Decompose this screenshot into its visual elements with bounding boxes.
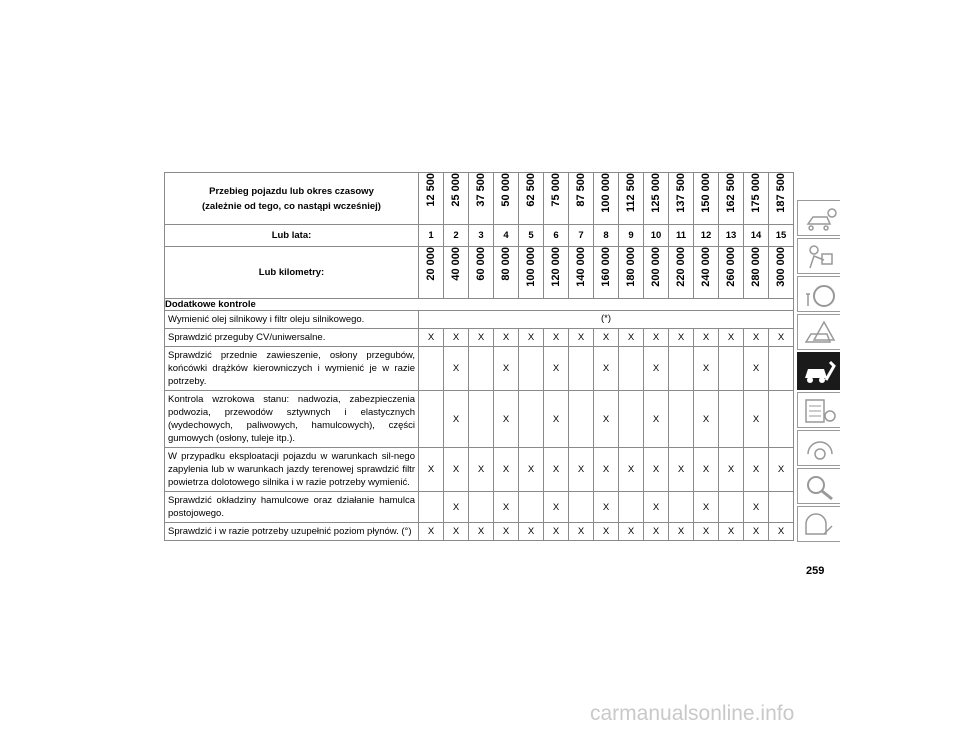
miles-cell-9 <box>619 173 644 225</box>
km-cell-text: 60 000 <box>475 247 487 281</box>
interval-mark: X <box>694 391 719 448</box>
miles-cell-text: 50 000 <box>500 173 512 207</box>
interval-mark: X <box>494 448 519 492</box>
header-title-line2: (zależnie od tego, co nastąpi wcześniej) <box>202 200 381 212</box>
year-cell-14: 14 <box>744 225 769 247</box>
interval-mark: X <box>544 347 569 391</box>
miles-cell-text: 137 500 <box>675 173 687 213</box>
km-label: Lub kilometry: <box>165 247 419 299</box>
table-row <box>165 347 794 391</box>
interval-mark: X <box>594 347 619 391</box>
task-description: W przypadku eksploatacji pojazdu w warunkach sil-nego zapylenia lub w warunkach jazdy terenowej sprawdzić filtr powietrza dolotowego silnika i w razie potrzeby wymienić. <box>165 448 419 492</box>
interval-mark <box>569 391 594 448</box>
km-cell-text: 100 000 <box>525 247 537 287</box>
interval-mark: X <box>494 492 519 523</box>
miles-cell-15 <box>769 173 794 225</box>
year-cell-13: 13 <box>719 225 744 247</box>
miles-cell-6 <box>544 173 569 225</box>
miles-cell-10 <box>644 173 669 225</box>
miles-cell-text: 187 500 <box>775 173 787 213</box>
interval-mark: X <box>494 329 519 347</box>
interval-mark: X <box>444 448 469 492</box>
interval-mark: X <box>644 391 669 448</box>
interval-mark: X <box>494 391 519 448</box>
header-km-row <box>165 247 794 299</box>
task-description: Kontrola wzrokowa stanu: nadwozia, zabezpieczenia podwozia, przewodów sztywnych i elastycznych (wydechowych, paliwowych, hamulcowych), części gumowych (osłony, tuleje itp.). <box>165 391 419 448</box>
km-cell-3 <box>469 247 494 299</box>
interval-mark: X <box>494 523 519 541</box>
miles-cell-1 <box>419 173 444 225</box>
interval-mark: X <box>694 492 719 523</box>
interval-mark <box>519 492 544 523</box>
year-cell-8: 8 <box>594 225 619 247</box>
interval-mark <box>569 347 594 391</box>
interval-mark: X <box>444 391 469 448</box>
chapter-tab-6[interactable] <box>797 392 840 428</box>
miles-cell-text: 75 000 <box>550 173 562 207</box>
interval-mark <box>469 347 494 391</box>
maintenance-schedule-table <box>164 172 794 541</box>
interval-mark: X <box>569 523 594 541</box>
interval-mark: X <box>644 448 669 492</box>
miles-cell-text: 150 000 <box>700 173 712 213</box>
table-row <box>165 448 794 492</box>
interval-mark: X <box>669 448 694 492</box>
interval-mark: X <box>544 448 569 492</box>
interval-note: (*) <box>419 311 794 329</box>
km-cell-1 <box>419 247 444 299</box>
interval-mark: X <box>619 523 644 541</box>
interval-mark: X <box>694 329 719 347</box>
miles-cell-4 <box>494 173 519 225</box>
interval-mark: X <box>694 347 719 391</box>
interval-mark: X <box>544 523 569 541</box>
interval-mark: X <box>594 448 619 492</box>
header-years-row <box>165 225 794 247</box>
interval-mark <box>469 391 494 448</box>
km-cell-14 <box>744 247 769 299</box>
km-cell-10 <box>644 247 669 299</box>
section-title: Dodatkowe kontrole <box>165 299 794 311</box>
km-cell-9 <box>619 247 644 299</box>
interval-mark <box>669 391 694 448</box>
miles-cell-text: 62 500 <box>525 173 537 207</box>
task-description: Sprawdzić przednie zawieszenie, osłony przegubów, końcówki drążków kierowniczych i wymienić je w razie potrzeby. <box>165 347 419 391</box>
specs-icon <box>802 396 838 426</box>
chapter-tab-1[interactable] <box>797 200 840 236</box>
years-label: Lub lata: <box>165 225 419 247</box>
km-cell-text: 40 000 <box>450 247 462 281</box>
miles-cell-text: 87 500 <box>575 173 587 207</box>
interval-mark: X <box>519 523 544 541</box>
interval-mark: X <box>719 448 744 492</box>
interval-mark: X <box>644 347 669 391</box>
km-cell-13 <box>719 247 744 299</box>
interval-mark <box>519 347 544 391</box>
interval-mark <box>519 391 544 448</box>
miles-cell-3 <box>469 173 494 225</box>
chapter-tab-3[interactable] <box>797 276 840 312</box>
interval-mark: X <box>644 329 669 347</box>
table-row <box>165 523 794 541</box>
chapter-tab-7[interactable] <box>797 430 840 466</box>
km-cell-text: 280 000 <box>750 247 762 287</box>
km-cell-6 <box>544 247 569 299</box>
chapter-tab-8[interactable] <box>797 468 840 504</box>
interval-mark: X <box>444 523 469 541</box>
car-info-icon <box>802 204 838 234</box>
interval-mark: X <box>419 448 444 492</box>
year-cell-15: 15 <box>769 225 794 247</box>
interval-mark <box>769 492 794 523</box>
task-description: Sprawdzić i w razie potrzeby uzupełnić poziom płynów. (°) <box>165 523 419 541</box>
km-cell-11 <box>669 247 694 299</box>
km-cell-text: 180 000 <box>625 247 637 287</box>
header-title-line1: Przebieg pojazdu lub okres czasowy <box>209 185 374 197</box>
km-cell-4 <box>494 247 519 299</box>
km-cell-2 <box>444 247 469 299</box>
km-cell-12 <box>694 247 719 299</box>
km-cell-8 <box>594 247 619 299</box>
interval-mark: X <box>644 492 669 523</box>
interval-mark: X <box>544 492 569 523</box>
interval-mark: X <box>769 329 794 347</box>
interval-mark: X <box>744 492 769 523</box>
miles-cell-text: 112 500 <box>625 173 637 213</box>
table-row <box>165 329 794 347</box>
section-row <box>165 299 794 311</box>
interval-mark <box>669 347 694 391</box>
miles-cell-text: 25 000 <box>450 173 462 207</box>
steering-icon <box>802 280 838 310</box>
km-cell-text: 200 000 <box>650 247 662 287</box>
interval-mark <box>619 492 644 523</box>
interval-mark: X <box>469 523 494 541</box>
interval-mark: X <box>744 523 769 541</box>
miles-cell-14 <box>744 173 769 225</box>
interval-mark: X <box>419 523 444 541</box>
interval-mark: X <box>519 329 544 347</box>
interval-mark: X <box>444 347 469 391</box>
header-miles-row <box>165 173 794 225</box>
task-description: Sprawdzić przeguby CV/uniwersalne. <box>165 329 419 347</box>
year-cell-12: 12 <box>694 225 719 247</box>
interval-mark <box>419 347 444 391</box>
table-row <box>165 391 794 448</box>
service-icon <box>802 356 838 386</box>
km-cell-15 <box>769 247 794 299</box>
year-cell-1: 1 <box>419 225 444 247</box>
miles-cell-5 <box>519 173 544 225</box>
interval-mark: X <box>769 523 794 541</box>
interval-mark: X <box>594 492 619 523</box>
task-description: Sprawdzić okładziny hamulcowe oraz działanie hamulca postojowego. <box>165 492 419 523</box>
interval-mark: X <box>719 523 744 541</box>
miles-cell-13 <box>719 173 744 225</box>
miles-cell-7 <box>569 173 594 225</box>
airbag-icon <box>802 242 838 272</box>
km-cell-text: 160 000 <box>600 247 612 287</box>
interval-mark: X <box>744 329 769 347</box>
interval-mark: X <box>444 492 469 523</box>
interval-mark <box>419 391 444 448</box>
miles-cell-text: 125 000 <box>650 173 662 213</box>
km-cell-text: 20 000 <box>425 247 437 281</box>
year-cell-2: 2 <box>444 225 469 247</box>
km-cell-text: 220 000 <box>675 247 687 287</box>
search-icon <box>802 472 838 502</box>
year-cell-4: 4 <box>494 225 519 247</box>
miles-cell-text: 100 000 <box>600 173 612 213</box>
interval-mark: X <box>544 391 569 448</box>
year-cell-9: 9 <box>619 225 644 247</box>
km-cell-text: 80 000 <box>500 247 512 281</box>
interval-mark <box>769 347 794 391</box>
interval-mark: X <box>544 329 569 347</box>
interval-mark: X <box>669 523 694 541</box>
interval-mark: X <box>594 329 619 347</box>
year-cell-6: 6 <box>544 225 569 247</box>
km-cell-text: 240 000 <box>700 247 712 287</box>
km-cell-text: 140 000 <box>575 247 587 287</box>
miles-cell-text: 12 500 <box>425 173 437 207</box>
interval-mark: X <box>469 448 494 492</box>
interval-mark <box>769 391 794 448</box>
warning-icon <box>802 318 838 348</box>
year-cell-3: 3 <box>469 225 494 247</box>
interval-mark: X <box>644 523 669 541</box>
km-cell-text: 300 000 <box>775 247 787 287</box>
interval-mark: X <box>594 523 619 541</box>
index-icon <box>802 510 838 540</box>
interval-mark: X <box>569 329 594 347</box>
chapter-tab-9[interactable] <box>797 506 840 542</box>
miles-cell-8 <box>594 173 619 225</box>
km-cell-7 <box>569 247 594 299</box>
interval-mark <box>719 347 744 391</box>
interval-mark <box>469 492 494 523</box>
interval-mark <box>719 492 744 523</box>
miles-cell-12 <box>694 173 719 225</box>
interval-mark: X <box>419 329 444 347</box>
table-row <box>165 492 794 523</box>
miles-cell-text: 37 500 <box>475 173 487 207</box>
interval-mark: X <box>594 391 619 448</box>
interval-mark: X <box>569 448 594 492</box>
interval-mark: X <box>694 523 719 541</box>
interval-mark: X <box>669 329 694 347</box>
header-title <box>165 173 419 225</box>
chapter-tab-2[interactable] <box>797 238 840 274</box>
table-row <box>165 311 794 329</box>
interval-mark: X <box>494 347 519 391</box>
interval-mark: X <box>469 329 494 347</box>
interval-mark: X <box>694 448 719 492</box>
chapter-tab-4[interactable] <box>797 314 840 350</box>
year-cell-7: 7 <box>569 225 594 247</box>
year-cell-5: 5 <box>519 225 544 247</box>
interval-mark: X <box>719 329 744 347</box>
miles-cell-2 <box>444 173 469 225</box>
km-cell-text: 260 000 <box>725 247 737 287</box>
page-number: 259 <box>806 565 825 577</box>
km-cell-5 <box>519 247 544 299</box>
task-description: Wymienić olej silnikowy i filtr oleju silnikowego. <box>165 311 419 329</box>
watermark: carmanualsonline.info <box>590 702 795 725</box>
interval-mark: X <box>769 448 794 492</box>
interval-mark: X <box>744 448 769 492</box>
interval-mark <box>569 492 594 523</box>
year-cell-10: 10 <box>644 225 669 247</box>
interval-mark <box>419 492 444 523</box>
interval-mark: X <box>744 391 769 448</box>
km-cell-text: 120 000 <box>550 247 562 287</box>
interval-mark: X <box>444 329 469 347</box>
interval-mark <box>669 492 694 523</box>
year-cell-11: 11 <box>669 225 694 247</box>
interval-mark: X <box>619 448 644 492</box>
interval-mark <box>619 391 644 448</box>
interval-mark <box>619 347 644 391</box>
chapter-tab-5[interactable] <box>797 352 840 390</box>
multimedia-icon <box>802 434 838 464</box>
miles-cell-text: 162 500 <box>725 173 737 213</box>
miles-cell-11 <box>669 173 694 225</box>
chapter-tabs <box>797 200 840 544</box>
interval-mark: X <box>519 448 544 492</box>
interval-mark: X <box>744 347 769 391</box>
miles-cell-text: 175 000 <box>750 173 762 213</box>
interval-mark <box>719 391 744 448</box>
interval-mark: X <box>619 329 644 347</box>
